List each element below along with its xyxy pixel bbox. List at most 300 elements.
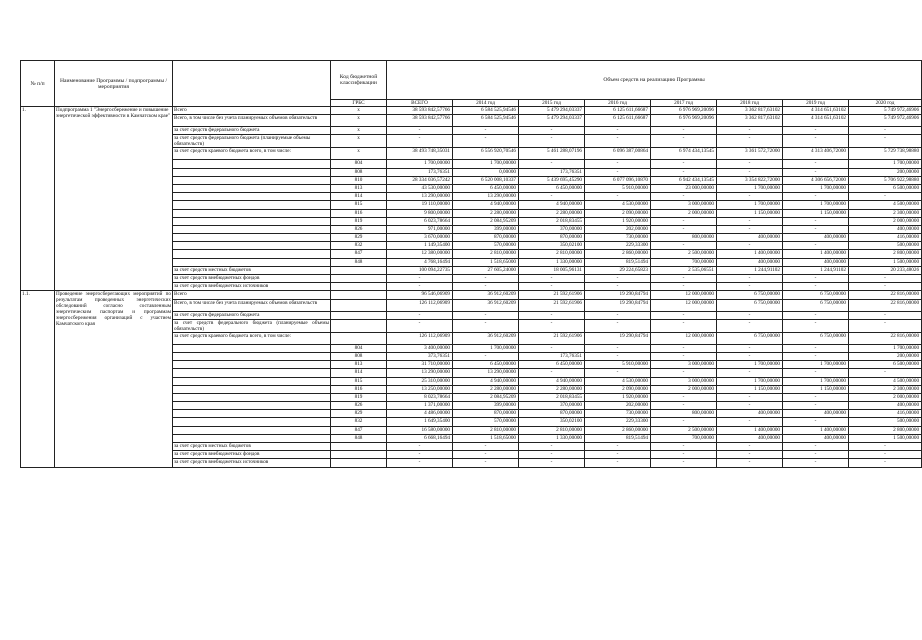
amount-cell: - xyxy=(717,168,783,176)
amount-cell: - xyxy=(453,275,519,283)
amount-cell: 1 150,00000 xyxy=(783,385,849,393)
funding-source-label xyxy=(173,434,331,442)
amount-cell: - xyxy=(387,283,453,291)
amount-cell: - xyxy=(651,275,717,283)
amount-cell: 1 700,00000 xyxy=(717,361,783,369)
amount-cell: 6 125 611,66687 xyxy=(585,115,651,127)
amount-cell: 1 400,00000 xyxy=(783,426,849,434)
amount-cell: - xyxy=(519,160,585,168)
amount-cell: - xyxy=(849,459,922,467)
amount-cell: 202,00000 xyxy=(585,402,651,410)
amount-cell: 5 479 294,03337 xyxy=(519,115,585,127)
subheader-cell: 2014 год xyxy=(453,100,519,107)
amount-cell: 126 112,06909 xyxy=(387,332,453,344)
amount-cell: - xyxy=(651,393,717,401)
amount-cell: - xyxy=(519,193,585,201)
amount-cell: 6 450,00000 xyxy=(453,184,519,192)
funding-source-label xyxy=(173,184,331,192)
grbs-code: 847 xyxy=(331,250,387,258)
amount-cell: 870,00000 xyxy=(453,234,519,242)
amount-cell: 20 233,48026 xyxy=(849,266,922,274)
amount-cell: - xyxy=(651,160,717,168)
amount-cell: 5 910,00000 xyxy=(585,361,651,369)
amount-cell: 36 912,60209 xyxy=(453,291,519,299)
amount-cell: 2 090,00000 xyxy=(585,209,651,217)
amount-cell: - xyxy=(651,311,717,319)
amount-cell: 3 000,00000 xyxy=(651,361,717,369)
grbs-code xyxy=(331,299,387,311)
amount-cell: 4 768,16494 xyxy=(387,258,453,266)
amount-cell: 1 330,00000 xyxy=(519,258,585,266)
amount-cell: - xyxy=(519,344,585,352)
amount-cell: 13 290,00000 xyxy=(453,193,519,201)
amount-cell: 6 556 920,70546 xyxy=(453,148,519,160)
grbs-code: 848 xyxy=(331,434,387,442)
funding-source-label xyxy=(173,361,331,369)
amount-cell: 2 000,00000 xyxy=(849,393,922,401)
amount-cell: 4 500,00000 xyxy=(849,201,922,209)
amount-cell: 5 461 288,07196 xyxy=(519,148,585,160)
amount-cell: 6 584 525,94546 xyxy=(453,107,519,115)
amount-cell: - xyxy=(849,311,922,319)
amount-cell: 1 400,00000 xyxy=(783,250,849,258)
amount-cell: - xyxy=(519,443,585,451)
amount-cell: 1 700,00000 xyxy=(783,184,849,192)
amount-cell: - xyxy=(585,127,651,135)
grbs-code: 808 xyxy=(331,168,387,176)
amount-cell: 6 520 008,10337 xyxy=(453,176,519,184)
amount-cell: - xyxy=(585,275,651,283)
grbs-code xyxy=(331,291,387,299)
amount-cell: - xyxy=(717,242,783,250)
amount-cell: - xyxy=(783,127,849,135)
amount-cell: - xyxy=(651,127,717,135)
amount-cell: - xyxy=(453,352,519,360)
amount-cell: 5 729 738,98880 xyxy=(849,148,922,160)
amount-cell: - xyxy=(783,160,849,168)
amount-cell: - xyxy=(453,127,519,135)
amount-cell: 4 940,00000 xyxy=(453,201,519,209)
funding-source-label xyxy=(173,418,331,426)
amount-cell: 29 224,65823 xyxy=(585,266,651,274)
grbs-code: 815 xyxy=(331,201,387,209)
amount-cell: 3 000,00000 xyxy=(651,377,717,385)
funding-source-label xyxy=(173,377,331,385)
amount-cell: 173,76351 xyxy=(519,352,585,360)
amount-cell: 1 649,35400 xyxy=(387,418,453,426)
amount-cell: - xyxy=(453,311,519,319)
grbs-code: 810 xyxy=(331,176,387,184)
subheader-cell: 2017 год xyxy=(651,100,717,107)
amount-cell: 1 700,00000 xyxy=(717,377,783,385)
amount-cell: 6 023,78664 xyxy=(387,217,453,225)
amount-cell: 2 084,95209 xyxy=(453,393,519,401)
amount-cell: 1 920,00000 xyxy=(585,217,651,225)
amount-cell: 1 920,00000 xyxy=(585,393,651,401)
amount-cell: - xyxy=(717,418,783,426)
amount-cell: 22 816,00000 xyxy=(849,332,922,344)
amount-cell: 2 810,00000 xyxy=(453,426,519,434)
amount-cell: 2 300,00000 xyxy=(849,385,922,393)
amount-cell: 25 310,00000 xyxy=(387,377,453,385)
grbs-code: x xyxy=(331,148,387,160)
amount-cell: 1 244,91102 xyxy=(783,266,849,274)
amount-cell: 6 750,00000 xyxy=(717,332,783,344)
amount-cell: 6 584 525,94546 xyxy=(453,115,519,127)
amount-cell: 28 334 036,57242 xyxy=(387,176,453,184)
grbs-code: 814 xyxy=(331,369,387,377)
amount-cell: - xyxy=(849,135,922,148)
amount-cell: 21 592,61906 xyxy=(519,332,585,344)
amount-cell: 400,00000 xyxy=(849,402,922,410)
amount-cell: 800,00000 xyxy=(651,410,717,418)
amount-cell: 2 500,00000 xyxy=(651,250,717,258)
amount-cell: 1 500,00000 xyxy=(849,434,922,442)
amount-cell: 3 361 572,72000 xyxy=(717,148,783,160)
amount-cell: 18 005,96131 xyxy=(519,266,585,274)
amount-cell: - xyxy=(717,352,783,360)
amount-cell: 373,76351 xyxy=(387,352,453,360)
funding-source-label: за счет средств местных бюджетов xyxy=(173,266,331,274)
funding-source-label xyxy=(173,393,331,401)
amount-cell: 12 380,00000 xyxy=(387,250,453,258)
amount-cell: 1 700,00000 xyxy=(783,201,849,209)
amount-cell: - xyxy=(717,135,783,148)
grbs-code xyxy=(331,275,387,283)
funding-source-label xyxy=(173,234,331,242)
amount-cell: 6 974 434,13545 xyxy=(651,148,717,160)
amount-cell: 1 371,00000 xyxy=(387,402,453,410)
amount-cell: 400,00000 xyxy=(783,258,849,266)
amount-cell: 19 290,84794 xyxy=(585,332,651,344)
amount-cell: 6 500,00000 xyxy=(849,361,922,369)
amount-cell: 6 976 969,20096 xyxy=(651,107,717,115)
amount-cell: 370,00000 xyxy=(519,402,585,410)
amount-cell: 570,00000 xyxy=(453,242,519,250)
amount-cell: 6 976 969,20096 xyxy=(651,115,717,127)
amount-cell: 400,00000 xyxy=(717,234,783,242)
amount-cell: 1 700,00000 xyxy=(717,184,783,192)
amount-cell: - xyxy=(783,369,849,377)
funding-source-label xyxy=(173,385,331,393)
funding-source-label xyxy=(173,225,331,233)
amount-cell: 5 479 294,03337 xyxy=(519,107,585,115)
amount-cell: 38 593 842,57766 xyxy=(387,115,453,127)
amount-cell: - xyxy=(717,193,783,201)
amount-cell: - xyxy=(783,393,849,401)
amount-cell: 21 592,61906 xyxy=(519,299,585,311)
funding-source-label xyxy=(173,201,331,209)
amount-cell: 200,00000 xyxy=(849,352,922,360)
amount-cell: - xyxy=(651,283,717,291)
amount-cell: - xyxy=(651,135,717,148)
amount-cell: 8 023,78664 xyxy=(387,393,453,401)
amount-cell: 19 290,84794 xyxy=(585,291,651,299)
amount-cell: - xyxy=(651,369,717,377)
amount-cell: 6 450,00000 xyxy=(519,361,585,369)
subheader-cell: ВСЕГО xyxy=(387,100,453,107)
amount-cell: 416,00000 xyxy=(849,234,922,242)
funding-source-label: за счет средств федерального бюджета xyxy=(173,311,331,319)
amount-cell: 13 250,00000 xyxy=(387,385,453,393)
amount-cell: - xyxy=(717,319,783,332)
funding-source-label xyxy=(173,209,331,217)
amount-cell: 2 535,06551 xyxy=(651,266,717,274)
grbs-code: 808 xyxy=(331,352,387,360)
grbs-code xyxy=(331,319,387,332)
amount-cell: - xyxy=(717,369,783,377)
amount-cell: - xyxy=(783,319,849,332)
amount-cell: 6 500,00000 xyxy=(849,184,922,192)
item-name: Подпрограмма 1 "Энергосбережение и повышение энергетической эффективности в Камчатском крае" xyxy=(55,107,173,291)
grbs-code: x xyxy=(331,135,387,148)
amount-cell: - xyxy=(849,283,922,291)
amount-cell: - xyxy=(387,451,453,459)
amount-cell: - xyxy=(717,225,783,233)
subheader-cell: 2020 год xyxy=(849,100,922,107)
amount-cell: - xyxy=(783,275,849,283)
amount-cell: - xyxy=(717,459,783,467)
amount-cell: 3 670,00000 xyxy=(387,234,453,242)
amount-cell: - xyxy=(783,451,849,459)
amount-cell: 229,33300 xyxy=(585,418,651,426)
amount-cell: 4 313 406,72000 xyxy=(783,148,849,160)
amount-cell: - xyxy=(717,393,783,401)
amount-cell: 1 518,65000 xyxy=(453,434,519,442)
amount-cell: 2 280,00000 xyxy=(453,385,519,393)
amount-cell: - xyxy=(783,311,849,319)
grbs-code: 826 xyxy=(331,225,387,233)
amount-cell: 2 810,00000 xyxy=(453,250,519,258)
amount-cell: - xyxy=(717,160,783,168)
amount-cell: - xyxy=(585,319,651,332)
amount-cell: 126 112,06909 xyxy=(387,299,453,311)
amount-cell: 400,00000 xyxy=(783,434,849,442)
amount-cell: - xyxy=(387,319,453,332)
amount-cell: - xyxy=(387,443,453,451)
funding-source-label xyxy=(173,402,331,410)
amount-cell: 4 940,00000 xyxy=(519,201,585,209)
amount-cell: 4 940,00000 xyxy=(519,377,585,385)
amount-cell: - xyxy=(387,127,453,135)
grbs-code: 813 xyxy=(331,184,387,192)
amount-cell: - xyxy=(519,369,585,377)
amount-cell: 570,00000 xyxy=(453,418,519,426)
amount-cell: 173,76351 xyxy=(387,168,453,176)
grbs-code: 813 xyxy=(331,361,387,369)
amount-cell: - xyxy=(717,443,783,451)
amount-cell: 2 084,95209 xyxy=(453,217,519,225)
funding-source-label xyxy=(173,250,331,258)
amount-cell: 350,02100 xyxy=(519,418,585,426)
funding-source-label: Всего, в том числе без учета планируемых объемов обязательств xyxy=(173,115,331,127)
amount-cell: - xyxy=(783,135,849,148)
amount-cell: 6 450,00000 xyxy=(453,361,519,369)
amount-cell: - xyxy=(849,451,922,459)
amount-cell: - xyxy=(453,283,519,291)
amount-cell: - xyxy=(783,217,849,225)
amount-cell: 6 096 387,00864 xyxy=(585,148,651,160)
subheader-cell: 2019 год xyxy=(783,100,849,107)
header-name: Наименование Программы / подпрограммы / мероприятия xyxy=(55,61,173,107)
header-code: Код бюджетной классификации xyxy=(331,61,387,100)
amount-cell: - xyxy=(585,135,651,148)
amount-cell: 1 700,00000 xyxy=(717,201,783,209)
amount-cell: - xyxy=(387,135,453,148)
amount-cell: 2 000,00000 xyxy=(651,209,717,217)
amount-cell: 1 500,00000 xyxy=(849,258,922,266)
amount-cell: 22 816,00000 xyxy=(849,291,922,299)
amount-cell: 6 668,16494 xyxy=(387,434,453,442)
amount-cell: 1 700,00000 xyxy=(783,361,849,369)
amount-cell: 38 593 842,57766 xyxy=(387,107,453,115)
amount-cell: 870,00000 xyxy=(519,410,585,418)
amount-cell: 5 439 695,45290 xyxy=(519,176,585,184)
funding-source-label: за счет средств федерального бюджета (планируемые объемы обязательств) xyxy=(174,319,329,332)
amount-cell: 6 750,00000 xyxy=(717,299,783,311)
amount-cell: 4 306 656,72000 xyxy=(783,176,849,184)
amount-cell: 6 450,00000 xyxy=(519,184,585,192)
amount-cell: - xyxy=(651,168,717,176)
funding-source-label xyxy=(173,160,331,168)
header-spacer xyxy=(173,61,331,107)
amount-cell: 3 362 817,63102 xyxy=(717,115,783,127)
amount-cell: 173,76351 xyxy=(519,168,585,176)
amount-cell: 2 000,00000 xyxy=(849,217,922,225)
amount-cell: - xyxy=(783,418,849,426)
amount-cell: 2 860,00000 xyxy=(585,426,651,434)
amount-cell: - xyxy=(651,242,717,250)
amount-cell: - xyxy=(783,344,849,352)
amount-cell: 500,00000 xyxy=(849,418,922,426)
amount-cell: - xyxy=(651,451,717,459)
amount-cell: 21 592,61906 xyxy=(519,291,585,299)
funding-source-label xyxy=(173,193,331,201)
amount-cell: - xyxy=(519,275,585,283)
amount-cell: 2 018,83455 xyxy=(519,217,585,225)
amount-cell: 399,00000 xyxy=(453,225,519,233)
amount-cell: 31 710,00000 xyxy=(387,361,453,369)
funding-source-label xyxy=(173,242,331,250)
funding-source-label: за счет средств краевого бюджета всего, в том числе: xyxy=(173,148,331,160)
funding-source-label: Всего xyxy=(173,291,331,299)
grbs-code xyxy=(331,311,387,319)
amount-cell: 1 244,91102 xyxy=(717,266,783,274)
amount-cell: 229,33300 xyxy=(585,242,651,250)
funding-source-label xyxy=(173,168,331,176)
amount-cell: 1 700,00000 xyxy=(849,160,922,168)
amount-cell: 6 750,00000 xyxy=(717,291,783,299)
amount-cell: 1 700,00000 xyxy=(453,160,519,168)
amount-cell: - xyxy=(453,459,519,467)
amount-cell: - xyxy=(519,283,585,291)
amount-cell: - xyxy=(585,344,651,352)
amount-cell: - xyxy=(651,418,717,426)
item-name: Проведение энергосберегающих мероприятий по результатам проведенных энергетических обследований согласно составленным энергетическим паспортам и программам энергосбережения организаций с участием Камчатского края xyxy=(55,291,173,467)
amount-cell: - xyxy=(651,193,717,201)
amount-cell: 2 090,00000 xyxy=(585,385,651,393)
amount-cell: 6 750,00000 xyxy=(783,332,849,344)
amount-cell: - xyxy=(717,344,783,352)
amount-cell: - xyxy=(849,443,922,451)
amount-cell: 416,00000 xyxy=(849,410,922,418)
grbs-code: 832 xyxy=(331,242,387,250)
amount-cell: - xyxy=(651,352,717,360)
amount-cell: 819,51494 xyxy=(585,258,651,266)
amount-cell: 43 530,00000 xyxy=(387,184,453,192)
amount-cell: - xyxy=(783,242,849,250)
grbs-code xyxy=(331,443,387,451)
grbs-code: 815 xyxy=(331,377,387,385)
amount-cell: - xyxy=(387,459,453,467)
amount-cell: - xyxy=(717,275,783,283)
funding-source-label xyxy=(173,352,331,360)
subheader-cell: 2016 год xyxy=(585,100,651,107)
amount-cell: - xyxy=(387,311,453,319)
amount-cell: 400,00000 xyxy=(717,258,783,266)
amount-cell: 2 000,00000 xyxy=(651,385,717,393)
amount-cell: 6 125 611,66687 xyxy=(585,107,651,115)
amount-cell: - xyxy=(453,135,519,148)
amount-cell: 370,00000 xyxy=(519,225,585,233)
amount-cell: 870,00000 xyxy=(453,410,519,418)
amount-cell: 400,00000 xyxy=(849,225,922,233)
amount-cell: - xyxy=(717,127,783,135)
amount-cell: 1 400,00000 xyxy=(717,426,783,434)
amount-cell: - xyxy=(783,193,849,201)
amount-cell: 399,00000 xyxy=(453,402,519,410)
amount-cell: 200,00000 xyxy=(849,168,922,176)
amount-cell: 3 000,00000 xyxy=(651,201,717,209)
funding-source-label xyxy=(173,258,331,266)
amount-cell: 2 810,00000 xyxy=(519,426,585,434)
amount-cell: - xyxy=(651,225,717,233)
header-volume: Объем средств на реализацию Программы xyxy=(387,61,922,100)
grbs-code xyxy=(331,451,387,459)
grbs-code: 829 xyxy=(331,410,387,418)
amount-cell: 400,00000 xyxy=(783,410,849,418)
amount-cell: - xyxy=(585,160,651,168)
amount-cell: 3 354 822,72000 xyxy=(717,176,783,184)
amount-cell: 2 810,00000 xyxy=(519,250,585,258)
funding-source-label: за счет средств местных бюджетов xyxy=(173,443,331,451)
amount-cell: 400,00000 xyxy=(717,434,783,442)
amount-cell: 4 486,00000 xyxy=(387,410,453,418)
amount-cell: 730,00000 xyxy=(585,234,651,242)
item-number: 1. xyxy=(21,107,55,291)
amount-cell: 870,00000 xyxy=(519,234,585,242)
amount-cell: 13 290,00000 xyxy=(387,369,453,377)
amount-cell: - xyxy=(453,319,519,332)
amount-cell: 100 094,22735 xyxy=(387,266,453,274)
amount-cell: - xyxy=(849,193,922,201)
amount-cell: 202,00000 xyxy=(585,225,651,233)
item-number: 1.1. xyxy=(21,291,55,467)
funding-source-label: Всего, в том числе без учета планируемых объемов обязательств xyxy=(173,299,331,311)
amount-cell: 4 500,00000 xyxy=(849,377,922,385)
amount-cell: 6 942 434,13545 xyxy=(651,176,717,184)
amount-cell: - xyxy=(849,127,922,135)
amount-cell: - xyxy=(717,283,783,291)
amount-cell: - xyxy=(651,402,717,410)
amount-cell: 16 580,00000 xyxy=(387,426,453,434)
amount-cell: 3 400,00000 xyxy=(387,344,453,352)
amount-cell: - xyxy=(519,319,585,332)
grbs-code xyxy=(331,266,387,274)
amount-cell: 5 749 972,46906 xyxy=(849,107,922,115)
funding-source-label xyxy=(173,410,331,418)
amount-cell: - xyxy=(651,459,717,467)
